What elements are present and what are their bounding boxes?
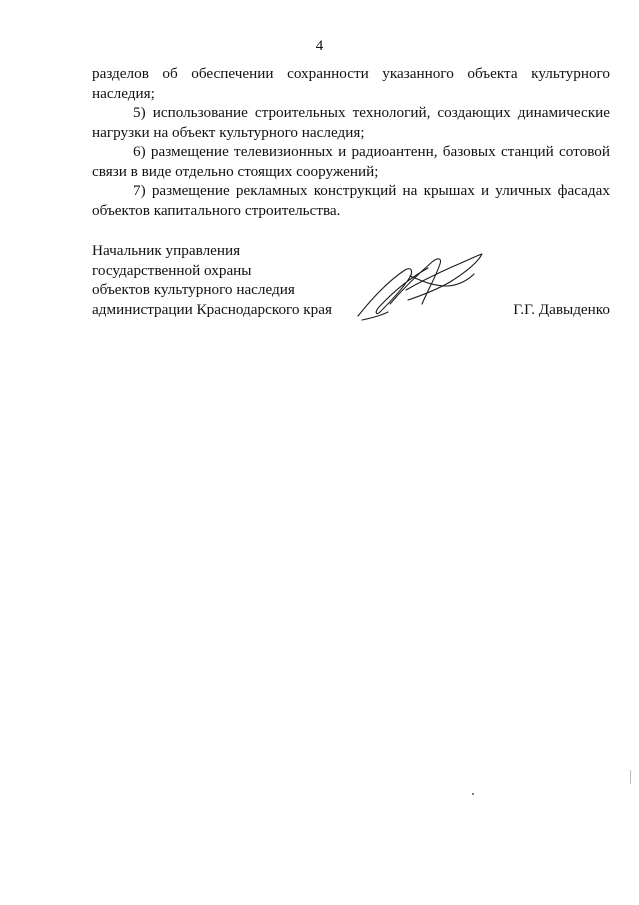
- signer-position: [92, 241, 352, 319]
- handwritten-signature: [350, 246, 490, 326]
- text-line: наследия;: [92, 84, 155, 102]
- text-line: 7) размещение рекламных конструкций на крышах и уличных фасадах: [133, 182, 610, 199]
- position-line: государственной охраны: [92, 261, 252, 279]
- list-item-7: [92, 181, 610, 220]
- paragraph-continuation: [92, 64, 610, 103]
- position-line: Начальник управления: [92, 242, 241, 259]
- text-line: объектов капитального строительства.: [92, 201, 341, 219]
- text-line: связи в виде отдельно стоящих сооружений;: [92, 162, 379, 180]
- position-line: администрации Краснодарского края: [92, 300, 332, 318]
- signer-name: Г.Г. Давыденко: [513, 300, 610, 318]
- list-item-5: [92, 103, 610, 142]
- scan-speck: [472, 793, 474, 795]
- text-line: 5) использование строительных технологий, создающих динамические: [133, 104, 610, 121]
- scan-speck: [630, 770, 631, 784]
- page-number: 4: [315, 38, 324, 54]
- text-line: нагрузки на объект культурного наследия;: [92, 123, 365, 141]
- text-line: разделов об обеспечении сохранности указанного объекта культурного: [92, 65, 610, 82]
- list-item-6: [92, 142, 610, 181]
- position-line: объектов культурного наследия: [92, 281, 295, 298]
- body-text: [92, 64, 610, 220]
- text-line: 6) размещение телевизионных и радиоантенн, базовых станций сотовой: [133, 143, 610, 160]
